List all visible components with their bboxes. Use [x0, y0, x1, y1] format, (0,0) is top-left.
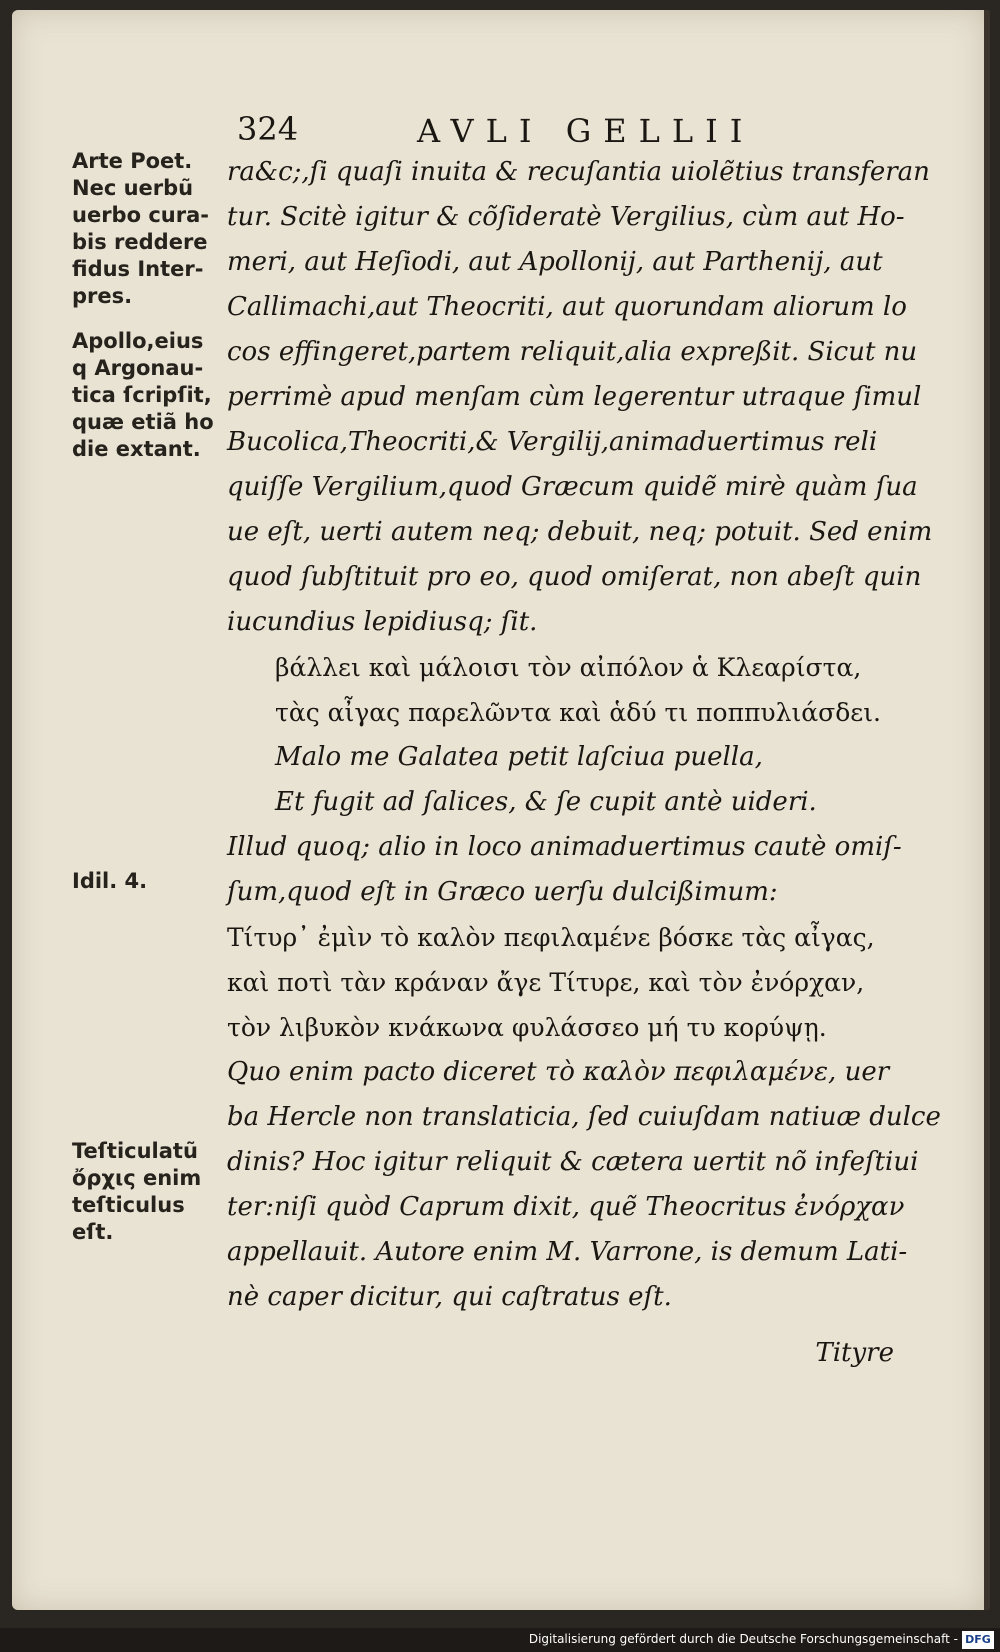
text-line: Quo enim pacto diceret τὸ καλὸν πεφιλαμένε, uer — [227, 1057, 890, 1087]
latin-verse-line: Et fugit ad ſalices, & ſe cupit antè uideri. — [275, 787, 817, 817]
margin-note-arte-poet — [72, 148, 222, 310]
funding-credit: Digitalisierung gefördert durch die Deutsche Forschungsgemeinschaft - — [528, 1632, 958, 1646]
margin-note-line: q Argonau- — [72, 356, 204, 380]
page-number: 324 — [237, 110, 299, 148]
margin-note-apollonius — [72, 328, 222, 463]
margin-note-idil — [72, 868, 222, 895]
text-line: quod ſubſtituit pro eo, quod omiſerat, non abeſt quin — [227, 562, 922, 592]
margin-note-line: uerbo cura- — [72, 203, 209, 227]
margin-note-line: eſt. — [72, 1220, 114, 1244]
margin-note-line: tica ſcripſit, — [72, 383, 212, 407]
text-line: ra&c;,ſi quaſi inuita & recuſantia uiolẽtius transferan — [227, 157, 930, 187]
text-line: Illud quoq; alio in loco animaduertimus cautè omiſ- — [227, 832, 902, 862]
greek-verse-line: καὶ ποτὶ τὰν κράναν ἄγε Τίτυρε, καὶ τὸν ἐνόρχαν, — [227, 968, 865, 997]
text-line: ſum,quod eſt in Græco uerſu dulcißimum: — [227, 877, 778, 907]
running-head: AVLI GELLII — [417, 112, 755, 150]
latin-verse-line: Malo me Galatea petit laſciua puella, — [275, 742, 763, 772]
margin-note-line: Teſticulatũ — [72, 1139, 198, 1163]
margin-note-line: Apollo,eius — [72, 329, 204, 353]
margin-note-line: bis reddere — [72, 230, 208, 254]
text-line: quiſſe Vergilium,quod Græcum quidẽ mirè quàm ſua — [227, 472, 918, 502]
margin-note-line: teſticulus — [72, 1193, 185, 1217]
text-line: Callimachi,aut Theocriti, aut quorundam aliorum lo — [227, 292, 907, 322]
text-line: ter:niſi quòd Caprum dixit, quẽ Theocritus ἐνόρχαν — [227, 1192, 905, 1222]
text-line: meri, aut Heſiodi, aut Apollonij, aut Parthenij, aut — [227, 247, 883, 277]
greek-verse-line: Τίτυρ᾽ ἐμὶν τὸ καλὸν πεφιλαμένε βόσκε τὰς αἶγας, — [227, 923, 875, 952]
text-line: appellauit. Autore enim M. Varrone, is demum Lati- — [227, 1237, 908, 1267]
text-line: Bucolica,Theocriti,& Vergilij,animaduertimus reli — [227, 427, 878, 457]
greek-verse-line: τὰς αἶγας παρελῶντα καὶ ἁδύ τι ποππυλιάσδει. — [275, 698, 881, 727]
text-line: tur. Scitè igitur & cõſideratè Vergilius, cùm aut Ho- — [227, 202, 905, 232]
margin-note-line: Nec uerbũ — [72, 176, 194, 200]
text-line: perrimè apud menſam cùm legerentur utraque ſimul — [227, 382, 922, 412]
text-line: nè caper dicitur, qui caſtratus eſt. — [227, 1282, 672, 1312]
dfg-logo: DFG — [962, 1631, 994, 1649]
text-line: dinis? Hoc igitur reliquit & cætera uertit nõ infeſtiui — [227, 1147, 919, 1177]
margin-note-line: fidus Inter- — [72, 257, 204, 281]
digitization-footer — [0, 1628, 1000, 1652]
text-line: cos effingeret,partem reliquit,alia expreßit. Sicut nu — [227, 337, 918, 367]
text-line: ue eſt, uerti autem neq; debuit, neq; potuit. Sed enim — [227, 517, 933, 547]
margin-note-line: pres. — [72, 284, 133, 308]
margin-note-line: ὄρχις enim — [72, 1166, 202, 1190]
margin-note-line: Arte Poet. — [72, 149, 193, 173]
text-line: ba Hercle non translaticia, ſed cuiuſdam natiuæ dulce — [227, 1102, 941, 1132]
margin-note-line: Idil. 4. — [72, 869, 148, 893]
margin-note-line: die extant. — [72, 437, 201, 461]
main-text-block — [227, 150, 947, 1320]
greek-verse-line: βάλλει καὶ μάλοισι τὸν αἰπόλον ἁ Κλεαρίστα, — [275, 653, 862, 682]
margin-note-testiculatum — [72, 1138, 222, 1246]
greek-verse-line: τὸν λιβυκὸν κνάκωνα φυλάσσεο μή τυ κορύψῃ. — [227, 1013, 827, 1042]
catchword: Tityre — [815, 1338, 894, 1368]
margin-note-line: quæ etiã ho — [72, 410, 214, 434]
book-page — [12, 10, 990, 1610]
text-line: iucundius lepidiusq; ſit. — [227, 607, 538, 637]
